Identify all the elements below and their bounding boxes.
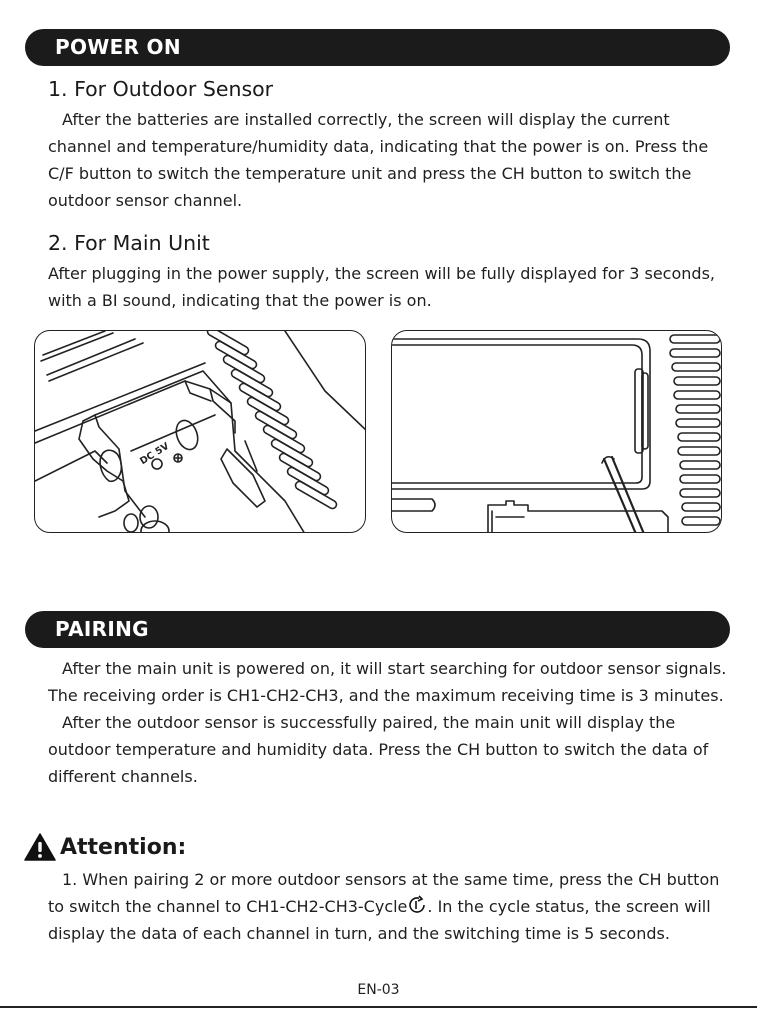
pairing-paragraph-2: After the outdoor sensor is successfully paired, the main unit will display the outdoor temperature and humidity data. Press the CH button to switch the data of different channels. <box>48 713 709 786</box>
attention-note-part1: 1. When pairing 2 or more outdoor sensors at the same time, press the CH button to switch the channel to CH1-CH2-CH3-Cycle <box>48 870 720 916</box>
power-on-banner: POWER ON <box>25 29 730 66</box>
main-unit-paragraph: After plugging in the power supply, the screen will be fully displayed for 3 seconds, with a BI sound, indicating that the power is on. <box>48 264 715 310</box>
main-unit-drawing <box>392 331 722 533</box>
outdoor-sensor-paragraph: After the batteries are installed correctly, the screen will display the current channel and temperature/humidity data, indicating that the power is on. Press the C/F button to switch the temperature unit and press the CH button to switch the outdoor sensor channel. <box>48 110 709 210</box>
dc-port-label: DC 5V <box>138 440 172 468</box>
page-number: EN-03 <box>357 982 400 998</box>
attention-text <box>48 866 733 947</box>
sensor-drawing <box>35 331 366 533</box>
outdoor-sensor-text <box>48 106 733 214</box>
footer-divider <box>0 1006 757 1008</box>
attention-title: Attention: <box>60 834 187 860</box>
pairing-paragraph-1: After the main unit is powered on, it will start searching for outdoor sensor signals. The receiving order is CH1-CH2-CH3, and the maximum receiving time is 3 minutes. <box>48 659 727 705</box>
outdoor-sensor-heading: 1. For Outdoor Sensor <box>48 77 274 101</box>
main-unit-heading: 2. For Main Unit <box>48 231 210 255</box>
outdoor-sensor-illustration <box>34 330 366 533</box>
main-unit-text <box>48 260 733 314</box>
cycle-icon <box>407 895 427 915</box>
warning-icon <box>24 833 56 861</box>
attention-heading <box>24 833 186 861</box>
attention-note-part2: . In the cycle status, the screen will display the data of each channel in turn, and the switching time is 5 seconds. <box>48 897 711 943</box>
pairing-banner: PAIRING <box>25 611 730 648</box>
attention-note <box>48 866 733 947</box>
main-unit-illustration <box>391 330 722 533</box>
pairing-text <box>48 655 733 790</box>
